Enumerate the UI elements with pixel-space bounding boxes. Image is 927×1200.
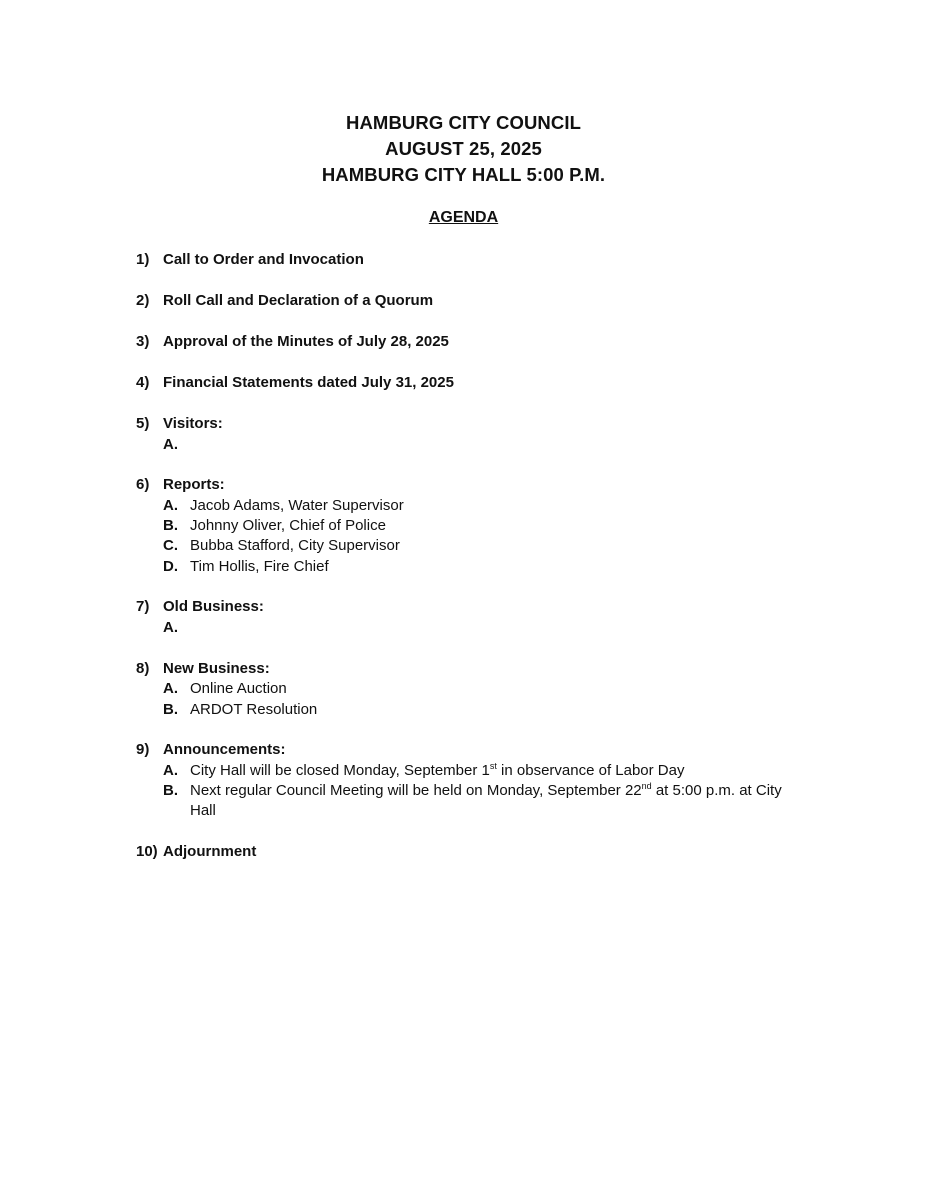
sub-item-text	[190, 618, 810, 638]
sub-item-letter: B.	[163, 517, 178, 535]
item-title: Approval of the Minutes of July 28, 2025	[163, 333, 449, 350]
item-number: 1)	[136, 251, 150, 268]
sub-item-letter: D.	[163, 557, 178, 575]
meeting-date: AUGUST 25, 2025	[385, 138, 542, 159]
sub-item-text: Tim Hollis, Fire Chief	[190, 557, 329, 575]
sub-item-letter: A.	[163, 680, 178, 698]
agenda-heading	[0, 208, 927, 228]
agenda-items	[136, 250, 836, 883]
sub-item-text-rest: at 5:00 p.m. at City Hall	[190, 782, 782, 820]
agenda-item-2	[136, 291, 836, 312]
sub-item	[163, 679, 836, 699]
sub-item-text-main: Next regular Council Meeting will be held on Monday, September 22	[190, 782, 642, 800]
sub-item-text-main: City Hall will be closed Monday, September 1	[190, 761, 490, 779]
item-title: Roll Call and Declaration of a Quorum	[163, 292, 434, 309]
sub-item-text	[190, 781, 810, 822]
sub-item-text: Jacob Adams, Water Supervisor	[190, 496, 404, 514]
item-title: Call to Order and Invocation	[163, 251, 364, 268]
sub-item-text: Online Auction	[190, 680, 287, 698]
sub-item-text	[190, 435, 810, 455]
sub-item-letter: A.	[163, 761, 178, 779]
agenda-heading-text: AGENDA	[428, 209, 499, 226]
agenda-item-10	[136, 842, 836, 863]
council-name: HAMBURG CITY COUNCIL	[346, 112, 581, 133]
document-header	[0, 110, 927, 188]
ordinal-suffix: st	[489, 760, 497, 771]
agenda-item-6	[136, 475, 836, 577]
item-number: 10)	[136, 843, 158, 861]
agenda-item-5	[136, 414, 836, 455]
item-title: Reports:	[163, 476, 225, 494]
item-title: Announcements:	[163, 741, 286, 759]
agenda-item-1	[136, 250, 836, 271]
item-number: 6)	[136, 476, 150, 494]
sub-item-letter: A.	[163, 435, 178, 453]
sub-item	[163, 618, 836, 638]
item-title: Visitors:	[163, 415, 223, 432]
sub-item-letter: B.	[163, 782, 178, 800]
agenda-item-9	[136, 740, 836, 821]
item-number: 2)	[136, 292, 150, 309]
sub-item	[163, 700, 836, 720]
item-number: 8)	[136, 659, 150, 677]
meeting-location-time: HAMBURG CITY HALL 5:00 P.M.	[321, 164, 606, 185]
sub-item	[163, 536, 836, 556]
sub-item-letter: C.	[163, 537, 178, 555]
sub-item	[163, 496, 836, 516]
sub-item-text-rest: in observance of Labor Day	[496, 761, 685, 779]
sub-item	[163, 761, 836, 781]
sub-item	[163, 557, 836, 577]
sub-item-text: Johnny Oliver, Chief of Police	[190, 517, 386, 535]
item-number: 4)	[136, 374, 150, 391]
sub-item-text: Bubba Stafford, City Supervisor	[190, 537, 400, 555]
item-number: 7)	[136, 598, 150, 616]
item-title: Financial Statements dated July 31, 2025	[163, 374, 454, 391]
sub-item	[163, 516, 836, 536]
ordinal-suffix: nd	[641, 781, 652, 792]
sub-item-letter: A.	[163, 618, 178, 636]
sub-item-letter: A.	[163, 496, 178, 514]
item-number: 3)	[136, 333, 150, 350]
item-title: New Business:	[163, 659, 270, 677]
item-number: 5)	[136, 415, 150, 432]
agenda-item-8	[136, 659, 836, 720]
sub-item-text: ARDOT Resolution	[190, 700, 318, 718]
sub-item	[163, 435, 836, 455]
sub-item-letter: B.	[163, 700, 178, 718]
sub-item-text	[190, 761, 810, 781]
item-number: 9)	[136, 741, 150, 759]
agenda-item-4	[136, 373, 836, 394]
item-title: Adjournment	[163, 843, 257, 861]
sub-item	[163, 781, 836, 822]
agenda-item-7	[136, 597, 836, 638]
item-title: Old Business:	[163, 598, 264, 616]
agenda-item-3	[136, 332, 836, 353]
